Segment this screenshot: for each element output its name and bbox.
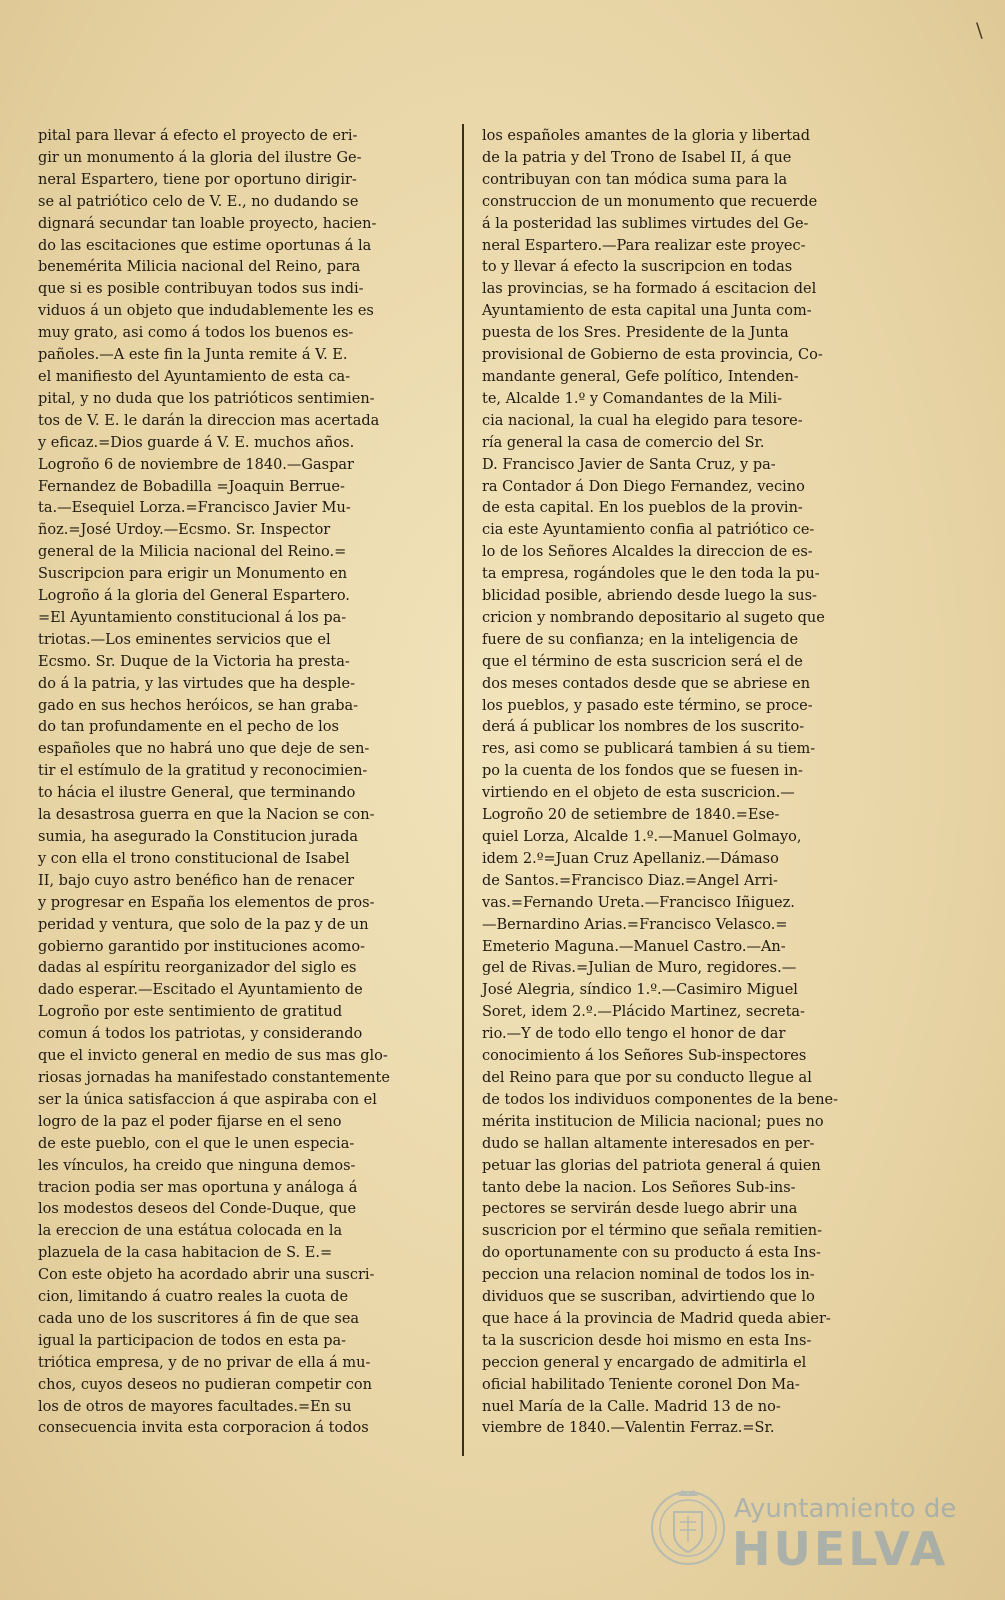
column-divider (462, 124, 464, 1456)
watermark-line1: Ayuntamiento de (734, 1494, 957, 1524)
left-text-column: pital para llevar á efecto el proyecto de eri- gir un monumento á la gloria del ilustre Ge- neral Espartero, tiene por oportuno dirigir- se al patriótico celo de V. E., no dudando se dignará secundar tan loable proyecto, hacien- do las escitaciones que estime oportunas á la benemérita Milicia nacional del Reino, para que si es posible contribuyan todos sus indi- viduos á un objeto que indudablemente les es muy grato, asi como á todos los buenos es- pañoles.—A este fin la Junta remite á V. E. el manifiesto del Ayuntamiento de esta ca- pital, y no duda que los patrióticos sentimien- tos de V. E. le darán la direccion mas acertada y eficaz.=Dios guarde á V. E. muchos años. Logroño 6 de noviembre de 1840.—Gaspar Fernandez de Bobadilla =Joaquin Berrue- ta.—Esequiel Lorza.=Francisco Javier Mu- ñoz.=José Urdoy.—Ecsmo. Sr. Inspector general de la Milicia nacional del Reino.= Suscripcion para erigir un Monumento en Logroño á la gloria del General Espartero. =El Ayuntamiento constitucional á los pa- triotas.—Los eminentes servicios que el Ecsmo. Sr. Duque de la Victoria ha presta- do á la patria, y las virtudes que ha desple- gado en sus hechos heróicos, se han graba- do tan profundamente en el pecho de los españoles que no habrá uno que deje de sen- tir el estímulo de la gratitud y reconocimien- to hácia el ilustre General, que terminando la desastrosa guerra en que la Nacion se con- sumia, ha asegurado la Constitucion jurada y con ella el trono constitucional de Isabel II, bajo cuyo astro benéfico han de renacer y progresar en España los elementos de pros- peridad y ventura, que solo de la paz y de un gobierno garantido por instituciones acomo- dadas al espíritu reorganizador del siglo es dado esperar.—Escitado el Ayuntamiento de Logroño por este sentimiento de gratitud comun á todos los patriotas, y considerando que el invicto general en medio de sus mas glo- riosas jornadas ha manifestado constantemente ser la única satisfaccion á que aspiraba con el logro de la paz el poder fijarse en el seno de este pueblo, con el que le unen especia- les vínculos, ha creido que ninguna demos- tracion podia ser mas oportuna y análoga á los modestos deseos del Conde-Duque, que la ereccion de una estátua colocada en la plazuela de la casa habitacion de S. E.= Con este objeto ha acordado abrir una suscri- cion, limitando á cuatro reales la cuota de cada uno de los suscritores á fin de que sea igual la participacion de todos en esta pa- triótica empresa, y de no privar de ella á mu- chos, cuyos deseos no pudieran competir con los de otros de mayores facultades.=En su consecuencia invita esta corporacion á todos (38, 128, 390, 1437)
coat-of-arms-icon (648, 1482, 728, 1582)
watermark-line2: HUELVA (732, 1522, 949, 1576)
archive-watermark (648, 1482, 957, 1582)
right-text-column: los españoles amantes de la gloria y libertad de la patria y del Trono de Isabel II, á que contribuyan con tan módica suma para la construccion de un monumento que recuerde á la posteridad las sublimes virtudes del Ge- neral Espartero.—Para realizar este proyec- to y llevar á efecto la suscripcion en todas las provincias, se ha formado á escitacion del Ayuntamiento de esta capital una Junta com- puesta de los Sres. Presidente de la Junta provisional de Gobierno de esta provincia, Co- mandante general, Gefe político, Intenden- te, Alcalde 1.º y Comandantes de la Mili- cia nacional, la cual ha elegido para tesore- ría general la casa de comercio del Sr. D. Francisco Javier de Santa Cruz, y pa- ra Contador á Don Diego Fernandez, vecino de esta capital. En los pueblos de la provin- cia este Ayuntamiento confia al patriótico ce- lo de los Señores Alcaldes la direccion de es- ta empresa, rogándoles que le den toda la pu- blicidad posible, abriendo desde luego la sus- cricion y nombrando depositario al sugeto que fuere de su confianza; en la inteligencia de que el término de esta suscricion será el de dos meses contados desde que se abriese en los pueblos, y pasado este término, se proce- derá á publicar los nombres de los suscrito- res, asi como se publicará tambien á su tiem- po la cuenta de los fondos que se fuesen in- virtiendo en el objeto de esta suscricion.— Logroño 20 de setiembre de 1840.=Ese- quiel Lorza, Alcalde 1.º.—Manuel Golmayo, idem 2.º=Juan Cruz Apellaniz.—Dámaso de Santos.=Francisco Diaz.=Angel Arri- vas.=Fernando Ureta.—Francisco Iñiguez. —Bernardino Arias.=Francisco Velasco.= Emeterio Maguna.—Manuel Castro.—An- gel de Rivas.=Julian de Muro, regidores.— José Alegria, síndico 1.º.—Casimiro Miguel Soret, idem 2.º.—Plácido Martinez, secreta- rio.—Y de todo ello tengo el honor de dar conocimiento á los Señores Sub-inspectores del Reino para que por su conducto llegue al de todos los individuos componentes de la bene- mérita institucion de Milicia nacional; pues no dudo se hallan altamente interesados en per- petuar las glorias del patriota general á quien tanto debe la nacion. Los Señores Sub-ins- pectores se servirán desde luego abrir una suscricion por el término que señala remitien- do oportunamente con su producto á esta Ins- peccion una relacion nominal de todos los in- dividuos que se suscriban, advirtiendo que lo que hace á la provincia de Madrid queda abier- ta la suscricion desde hoi mismo en esta Ins- peccion general y encargado de admitirla el oficial habilitado Teniente coronel Don Ma- nuel María de la Calle. Madrid 13 de no- viembre de 1840.—Valentin Ferraz.=Sr. (482, 128, 839, 1437)
corner-mark: \ (976, 18, 983, 42)
